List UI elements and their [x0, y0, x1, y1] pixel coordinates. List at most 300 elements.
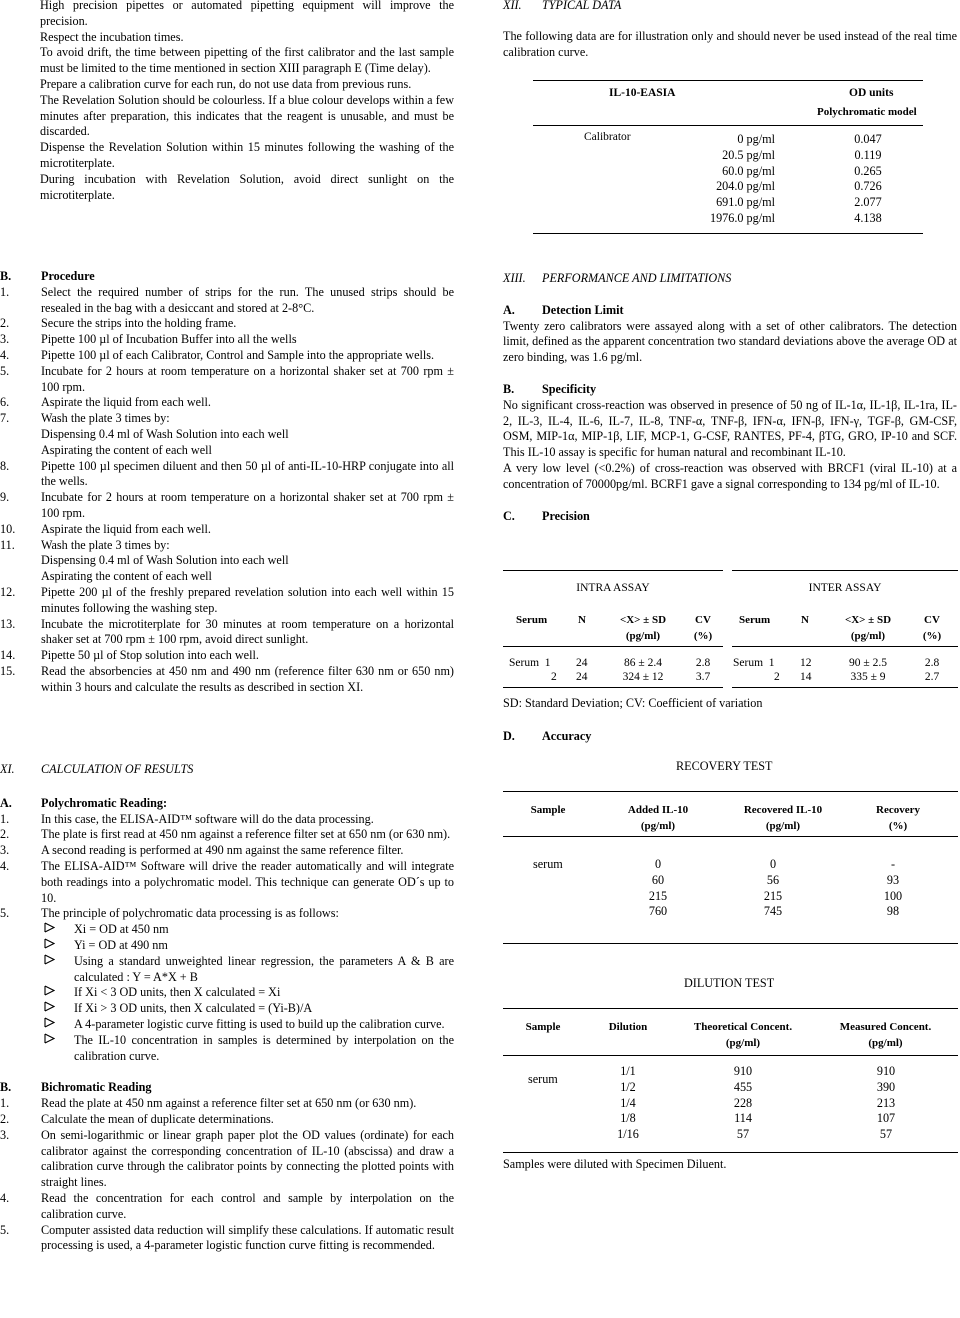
procedure-step [0, 664, 454, 696]
step-number: 9. [0, 490, 10, 505]
table-bottom-rule [503, 1152, 958, 1153]
step-number: 2. [0, 1111, 10, 1126]
procedure-step-row [0, 411, 454, 427]
principle-item [41, 1001, 454, 1017]
subsection-title: Detection Limit [542, 302, 624, 317]
step-text: A second reading is performed at 490 nm against the same reference filter. [41, 843, 404, 858]
theoretical-value: 57 [736, 1127, 750, 1142]
arrow-icon [41, 1017, 60, 1033]
typical-data-intro: The following data are for illustration only and should never be used instead of the real time calibration curve. [503, 28, 957, 59]
principle-item [41, 1017, 454, 1033]
procedure-letter: B. [0, 269, 12, 283]
step-sub-item: Aspirating the content of each well [41, 442, 212, 457]
subsection-letter: C. [503, 508, 515, 523]
intra-row-1-n: 24 [576, 657, 588, 669]
step-text: Pipette 200 µl of the freshly prepared revelation solution into each well within 15 minutes following the washing step. [41, 584, 454, 615]
table-header-rule [503, 646, 723, 647]
measured-label: Measured Concent. [839, 1021, 932, 1033]
procedure-steps [0, 285, 454, 696]
accuracy-heading [503, 729, 591, 745]
dilution-head-sample: Sample [525, 1021, 561, 1033]
principle-item [41, 954, 454, 986]
recovered-value: 56 [766, 872, 780, 887]
inter-head-cv [917, 613, 947, 645]
step-text: Incubate for 2 hours at room temperature on a horizontal shaker set at 700 rpm ± 100 rpm. [41, 490, 454, 520]
step-text: Read the absorbencies at 450 nm and 490 nm (reference filter 630 nm or 650 nm) within 3 hours and calculate the results as described in section XI. [41, 663, 454, 694]
procedure-step [0, 364, 454, 396]
recovered-value: 745 [763, 904, 783, 919]
bichromatic-step-row [0, 1096, 454, 1112]
measured-values [856, 1064, 916, 1143]
subsection-title: Accuracy [542, 729, 592, 743]
intra-head-cv [688, 613, 718, 645]
precision-note: SD: Standard Deviation; CV: Coefficient of variation [503, 696, 763, 710]
step-number: 8. [0, 458, 10, 473]
polychromatic-step-row [0, 906, 454, 922]
intra-assay-title: INTRA ASSAY [576, 582, 650, 594]
intra-row-2-n: 24 [576, 671, 588, 683]
precaution-line: Prepare a calibration curve for each run, do not use data from previous runs. [40, 76, 412, 91]
recovery-sample: serum [533, 857, 563, 871]
inter-row-2-cv: 2.7 [924, 671, 940, 683]
principle-text: If Xi > 3 OD units, then X calculated = (Yi-B)/A [74, 1001, 313, 1016]
calibrator-concentration: 20.5 pg/ml [722, 147, 775, 162]
specificity-text: No significant cross-reaction was observed in presence of 50 ng of IL-1α, IL-1β, IL-1ra, IL-2, IL-3, IL-4, IL-6, IL-7, IL-8, TNF-α, TNF-β, IFN-α, IFN-β, IFN-γ, TGF-β, GM-CSF, OSM, MIP-1α, MIP-1β, LIF, MCP-1, G-CSF, RANTES, PF-4, βTG, GRO, IP-10 and SCF. This IL-10 assay is specific for human natural and recombinant IL-10. [503, 397, 957, 460]
procedure-step [0, 459, 454, 491]
procedure-step [0, 332, 454, 348]
cv-label: CV [695, 614, 711, 626]
intra-row-1-mean: 86 ± 2.4 [624, 657, 662, 669]
procedure-step [0, 648, 454, 664]
step-number: 14. [0, 648, 16, 663]
measured-value: 213 [876, 1095, 896, 1110]
step-text: Aspirate the liquid from each well. [41, 521, 211, 536]
step-number: 7. [0, 411, 10, 426]
step-number: 5. [0, 363, 10, 378]
step-number: 2. [0, 827, 10, 842]
subsection-letter: B. [0, 1080, 12, 1095]
bichromatic-step-row [0, 1223, 454, 1255]
performance-section [503, 271, 957, 524]
added-value: 215 [648, 888, 668, 903]
cv-label: CV [924, 614, 940, 626]
inter-head-mean [833, 613, 903, 645]
polychromatic-step-row [0, 827, 454, 843]
step-number: 2. [0, 316, 10, 331]
table-bottom-rule [503, 943, 958, 944]
procedure-step [0, 348, 454, 364]
table-header-assay: IL-10-EASIA [609, 87, 676, 99]
procedure-title: Procedure [41, 269, 95, 283]
mean-label: <X> ± SD [844, 614, 892, 626]
inter-assay-title: INTER ASSAY [808, 582, 882, 594]
step-text: On semi-logarithmic or linear graph paper plot the OD values (ordinate) for each calibrator against the corresponding concentration of IL-10 (abscissa) and draw a calibration curve through the calibrator points by connecting the plotted points with straight lines. [41, 1127, 454, 1190]
step-number: 1. [0, 1096, 10, 1111]
procedure-step-row [0, 316, 454, 332]
polychromatic-step-row [0, 859, 454, 906]
recovery-added-values [628, 857, 688, 920]
intra-row-2-mean: 324 ± 12 [622, 671, 664, 683]
measured-value: 910 [876, 1064, 896, 1078]
detection-limit-heading [503, 303, 957, 319]
step-text: Calculate the mean of duplicate determinations. [41, 1111, 274, 1126]
procedure-step-row [0, 664, 454, 696]
table-header-rule [503, 1055, 958, 1056]
dilution-value: 1/4 [620, 1095, 636, 1110]
inter-row-1-serum: Serum 1 [733, 657, 775, 669]
calibrator-concentration: 1976.0 pg/ml [709, 210, 775, 225]
calibrator-concentration: 204.0 pg/ml [716, 179, 775, 194]
polychromatic-step [0, 843, 454, 859]
bichromatic-step [0, 1223, 454, 1255]
theoretical-unit: (pg/ml) [725, 1036, 761, 1049]
recovery-table [503, 791, 958, 944]
procedure-step-row [0, 285, 454, 317]
inter-row-2-n: 14 [800, 671, 812, 683]
step-number: 5. [0, 1222, 10, 1237]
polychromatic-step [0, 827, 454, 843]
dilution-test-title: DILUTION TEST [684, 976, 775, 990]
dilution-values [603, 1064, 653, 1143]
section-title: TYPICAL DATA [542, 0, 622, 12]
mean-unit: (pg/ml) [850, 629, 886, 642]
step-number: 3. [0, 1127, 10, 1142]
recovery-label: Recovery [876, 804, 920, 816]
mean-unit: (pg/ml) [625, 629, 661, 642]
theoretical-value: 455 [733, 1079, 753, 1094]
calibrator-label: Calibrator [584, 131, 631, 143]
procedure-step [0, 316, 454, 332]
table-header-od: OD units [849, 87, 894, 99]
recovered-value: 0 [769, 857, 777, 871]
arrow-icon [41, 985, 60, 1001]
polychromatic-step [0, 859, 454, 906]
theoretical-value: 910 [733, 1064, 753, 1078]
step-number: 1. [0, 811, 10, 826]
principle-text: Xi = OD at 450 nm [74, 922, 169, 937]
bichromatic-step-row [0, 1191, 454, 1223]
step-number: 4. [0, 858, 10, 873]
bichromatic-step [0, 1128, 454, 1191]
measured-unit: (pg/ml) [868, 1036, 903, 1049]
theoretical-value: 114 [734, 1111, 752, 1126]
detection-limit-text: Twenty zero calibrators were assayed along with a set of other calibrators. The detection limit, defined as the apparent concentration two standard deviations above the average OD at zero binding, was 1.6 pg/ml. [503, 318, 957, 365]
inter-row-2-serum: 2 [774, 671, 780, 683]
calibrator-od-values [843, 132, 893, 227]
procedure-step-row [0, 538, 454, 554]
theoretical-label: Theoretical Concent. [693, 1021, 793, 1033]
procedure-step [0, 490, 454, 522]
recovery-value: 93 [886, 872, 900, 887]
step-text: Pipette 100 µl specimen diluent and then 50 µl of anti-IL-10-HRP conjugate into all the wells. [41, 458, 454, 489]
table-bottom-rule [503, 687, 723, 688]
dilution-value: 1/1 [620, 1064, 636, 1078]
procedure-step-row [0, 332, 454, 348]
bichromatic-step [0, 1191, 454, 1223]
recovery-value: 100 [883, 888, 903, 903]
step-text: Pipette 50 µl of Stop solution into each well. [41, 648, 259, 663]
procedure-step-row [0, 617, 454, 649]
added-value: 760 [648, 904, 668, 919]
procedure-step [0, 522, 454, 538]
step-text: Select the required number of strips for the run. The unused strips should be resealed in the bag with a desiccant and stored at 2-8°C. [41, 284, 454, 315]
inter-row-2-mean: 335 ± 9 [850, 671, 886, 683]
principle-item [41, 985, 454, 1001]
recovery-pct-values [868, 857, 918, 920]
step-number: 1. [0, 284, 10, 299]
inter-head-n: N [801, 614, 809, 626]
section-number: XI. [0, 762, 15, 776]
arrow-icon [41, 922, 60, 938]
procedure-step-row [0, 395, 454, 411]
step-text: In this case, the ELISA-AID™ software will do the data processing. [41, 811, 374, 826]
step-text: The ELISA-AID™ Software will drive the reader automatically and will integrate both readings into a polychromatic model. This technique can generate OD´s up to 10. [41, 858, 454, 905]
step-number: 3. [0, 843, 10, 858]
step-number: 12. [0, 584, 16, 599]
polychromatic-step [0, 812, 454, 828]
recovery-head-added [608, 803, 708, 835]
section-number: XIII. [503, 271, 526, 285]
procedure-step [0, 411, 454, 458]
recovered-label: Recovered IL-10 [743, 804, 823, 816]
table-top-rule [732, 570, 958, 571]
bichromatic-step [0, 1096, 454, 1112]
calibrator-concentrations [691, 132, 775, 227]
step-number: 11. [0, 537, 15, 552]
polychromatic-principles [0, 922, 454, 1064]
procedure-step [0, 285, 454, 317]
typical-data-section [503, 0, 957, 60]
cv-unit: (%) [922, 629, 942, 642]
polychromatic-heading [0, 796, 454, 812]
inter-row-1-mean: 90 ± 2.5 [849, 657, 887, 669]
principle-item [41, 938, 454, 954]
measured-value: 57 [879, 1127, 893, 1142]
measured-value: 107 [876, 1111, 896, 1126]
subsection-title: Specificity [542, 381, 597, 396]
table-top-rule [503, 791, 958, 792]
polychromatic-step [0, 906, 454, 922]
precision-tables [503, 570, 958, 688]
step-text: Aspirate the liquid from each well. [41, 395, 211, 410]
arrow-icon [41, 1001, 60, 1017]
dilution-sample: serum [528, 1072, 558, 1086]
procedure-step [0, 617, 454, 649]
table-header-rule [533, 125, 923, 126]
calibrator-od: 0.119 [854, 147, 882, 162]
procedure-step [0, 585, 454, 617]
added-value: 60 [651, 872, 665, 887]
intra-row-2-serum: 2 [551, 671, 557, 683]
cv-unit: (%) [693, 629, 713, 642]
step-text: Wash the plate 3 times by: [41, 411, 170, 426]
arrow-icon [41, 1033, 60, 1065]
recovered-value: 215 [763, 888, 783, 903]
intra-row-1-serum: Serum 1 [509, 657, 551, 669]
step-text: The principle of polychromatic data processing is as follows: [41, 906, 339, 921]
precision-heading [503, 509, 957, 525]
dilution-head-measured [818, 1020, 953, 1052]
precaution-line: High precision pipettes or automated pipetting equipment will improve the precision. [40, 0, 454, 28]
intra-row-2-cv: 3.7 [695, 671, 711, 683]
procedure-step-row [0, 522, 454, 538]
procedure-heading [0, 269, 454, 285]
recovery-unit: (%) [888, 819, 908, 832]
precaution-line: Dispense the Revelation Solution within 15 minutes following the washing of the microtiterplate. [40, 140, 454, 170]
dilution-head-dilution: Dilution [608, 1021, 648, 1033]
theoretical-values [713, 1064, 773, 1143]
theoretical-value: 228 [733, 1095, 753, 1110]
bichromatic-step [0, 1112, 454, 1128]
subsection-title: Precision [542, 508, 590, 523]
procedure-step-row [0, 348, 454, 364]
recovery-value: 98 [886, 904, 900, 919]
step-sub-item: Dispensing 0.4 ml of Wash Solution into each well [41, 426, 289, 441]
step-text: Pipette 100 µl of Incubation Buffer into all the wells [41, 332, 297, 347]
principle-text: Using a standard unweighted linear regression, the parameters A & B are calculated : Y = A*X + B [74, 953, 454, 984]
bichromatic-heading [0, 1080, 454, 1096]
table-header-model: Polychromatic model [817, 106, 917, 118]
principle-text: If Xi < 3 OD units, then X calculated = Xi [74, 985, 281, 1000]
added-unit: (pg/ml) [640, 819, 676, 832]
calibrator-od: 2.077 [854, 195, 882, 210]
principle-item [41, 922, 454, 938]
subsection-letter: A. [0, 795, 12, 810]
step-text: Read the concentration for each control and sample by interpolation on the calibration curve. [41, 1190, 454, 1221]
recovery-head-sample: Sample [530, 804, 566, 816]
arrow-icon [41, 954, 60, 986]
polychromatic-step-row [0, 812, 454, 828]
typical-data-table [503, 80, 953, 234]
arrow-icon [41, 938, 60, 954]
inter-head-serum: Serum [739, 614, 771, 626]
calculation-section [0, 762, 454, 1254]
dilution-value: 1/16 [617, 1127, 639, 1142]
principle-item [41, 1033, 454, 1065]
polychromatic-steps [0, 812, 454, 923]
step-text: Incubate for 2 hours at room temperature on a horizontal shaker set at 700 rpm ± 100 rpm. [41, 363, 454, 394]
intra-head-serum: Serum [516, 614, 548, 626]
procedure-step [0, 395, 454, 411]
section-number: XII. [503, 0, 522, 12]
calculation-heading [0, 762, 454, 778]
bichromatic-step-row [0, 1128, 454, 1191]
dilution-note: Samples were diluted with Specimen Diluent. [503, 1157, 727, 1171]
procedure-step-row [0, 648, 454, 664]
calibrator-od: 0.265 [854, 163, 882, 178]
step-text: Incubate the microtiterplate for 30 minutes at room temperature on a horizontal shaker set at 700 rpm ± 100 rpm, avoid direct sunlight. [41, 616, 454, 647]
subsection-title: Bichromatic Reading [41, 1080, 152, 1095]
calibrator-od: 0.726 [854, 179, 882, 194]
polychromatic-step-row [0, 843, 454, 859]
step-number: 10. [0, 521, 16, 536]
step-text: Secure the strips into the holding frame. [41, 316, 237, 331]
step-text: Wash the plate 3 times by: [41, 537, 170, 552]
subsection-letter: D. [503, 729, 515, 743]
table-bottom-rule [732, 687, 958, 688]
specificity-text-2: A very low level (<0.2%) of cross-reaction was observed with BRCF1 (viral IL-10) at a concentration of 70000pg/ml. BCRF1 gave a signal corresponding to 134 pg/ml of IL-10. [503, 460, 957, 491]
recovery-head-pct [858, 803, 938, 835]
table-header-rule [503, 836, 958, 837]
step-number: 15. [0, 663, 16, 678]
table-header-rule [732, 646, 958, 647]
dilution-table [503, 1008, 958, 1153]
dilution-value: 1/2 [620, 1079, 636, 1094]
table-bottom-rule [533, 233, 923, 234]
calibrator-concentration: 0 pg/ml [737, 132, 775, 146]
recovery-recovered-values [743, 857, 803, 920]
calibrator-od: 4.138 [854, 210, 882, 225]
step-number: 13. [0, 616, 16, 631]
recovered-unit: (pg/ml) [765, 819, 801, 832]
procedure-step-row [0, 585, 454, 617]
calibrator-concentration: 60.0 pg/ml [722, 163, 775, 178]
step-text: The plate is first read at 450 nm against a reference filter set at 650 nm (or 630 nm). [41, 827, 451, 842]
recovery-test-title: RECOVERY TEST [676, 759, 773, 773]
precautions-block [40, 0, 454, 203]
step-text: Computer assisted data reduction will simplify these calculations. If automatic result processing is used, a 4-parameter logistic function curve fitting is recommended. [41, 1222, 454, 1253]
principle-text: The IL-10 concentration in samples is determined by interpolation on the calibration curve. [74, 1032, 454, 1063]
precaution-line: During incubation with Revelation Solution, avoid direct sunlight on the microtiterplate. [40, 171, 454, 202]
subsection-title: Polychromatic Reading: [41, 795, 168, 810]
added-value: 0 [654, 857, 662, 871]
bichromatic-steps [0, 1096, 454, 1254]
inter-row-1-n: 12 [800, 657, 812, 669]
table-top-rule [533, 80, 923, 81]
mean-label: <X> ± SD [619, 614, 667, 626]
table-top-rule [503, 1008, 958, 1009]
performance-heading [503, 271, 957, 287]
added-label: Added IL-10 [627, 804, 689, 816]
step-number: 4. [0, 347, 10, 362]
procedure-section [0, 269, 454, 696]
precaution-line: Respect the incubation times. [40, 29, 184, 44]
recovery-value: - [890, 857, 896, 871]
subsection-letter: B. [503, 381, 515, 396]
step-number: 4. [0, 1190, 10, 1205]
procedure-step-row [0, 459, 454, 491]
step-number: 3. [0, 332, 10, 347]
step-text: Pipette 100 µl of each Calibrator, Control and Sample into the appropriate wells. [41, 347, 435, 362]
calibrator-od: 0.047 [854, 132, 882, 146]
step-sub-item: Dispensing 0.4 ml of Wash Solution into each well [41, 553, 289, 568]
principle-text: A 4-parameter logistic curve fitting is used to build up the calibration curve. [74, 1016, 445, 1031]
dilution-head-theoretical [673, 1020, 813, 1052]
calibrator-concentration: 691.0 pg/ml [716, 195, 775, 210]
subsection-letter: A. [503, 302, 515, 317]
intra-head-n: N [578, 614, 586, 626]
section-title: CALCULATION OF RESULTS [41, 762, 194, 776]
typical-data-heading [503, 0, 957, 14]
dilution-value: 1/8 [620, 1111, 636, 1126]
table-top-rule [503, 570, 723, 571]
step-number: 6. [0, 395, 10, 410]
section-title: PERFORMANCE AND LIMITATIONS [542, 271, 732, 285]
step-text: Read the plate at 450 nm against a reference filter set at 650 nm (or 630 nm). [41, 1096, 417, 1111]
intra-head-mean [608, 613, 678, 645]
procedure-step-row [0, 490, 454, 522]
step-number: 5. [0, 906, 10, 921]
procedure-step-row [0, 364, 454, 396]
principle-text: Yi = OD at 490 nm [74, 937, 168, 952]
recovery-head-recovered [723, 803, 843, 835]
bichromatic-step-row [0, 1112, 454, 1128]
step-sub-item: Aspirating the content of each well [41, 569, 212, 584]
measured-value: 390 [876, 1079, 896, 1094]
precaution-line: To avoid drift, the time between pipetting of the first calibrator and the last sample must be limited to the time mentioned in section XIII paragraph E (Time delay). [40, 45, 454, 76]
intra-row-1-cv: 2.8 [695, 657, 711, 669]
procedure-step [0, 538, 454, 585]
